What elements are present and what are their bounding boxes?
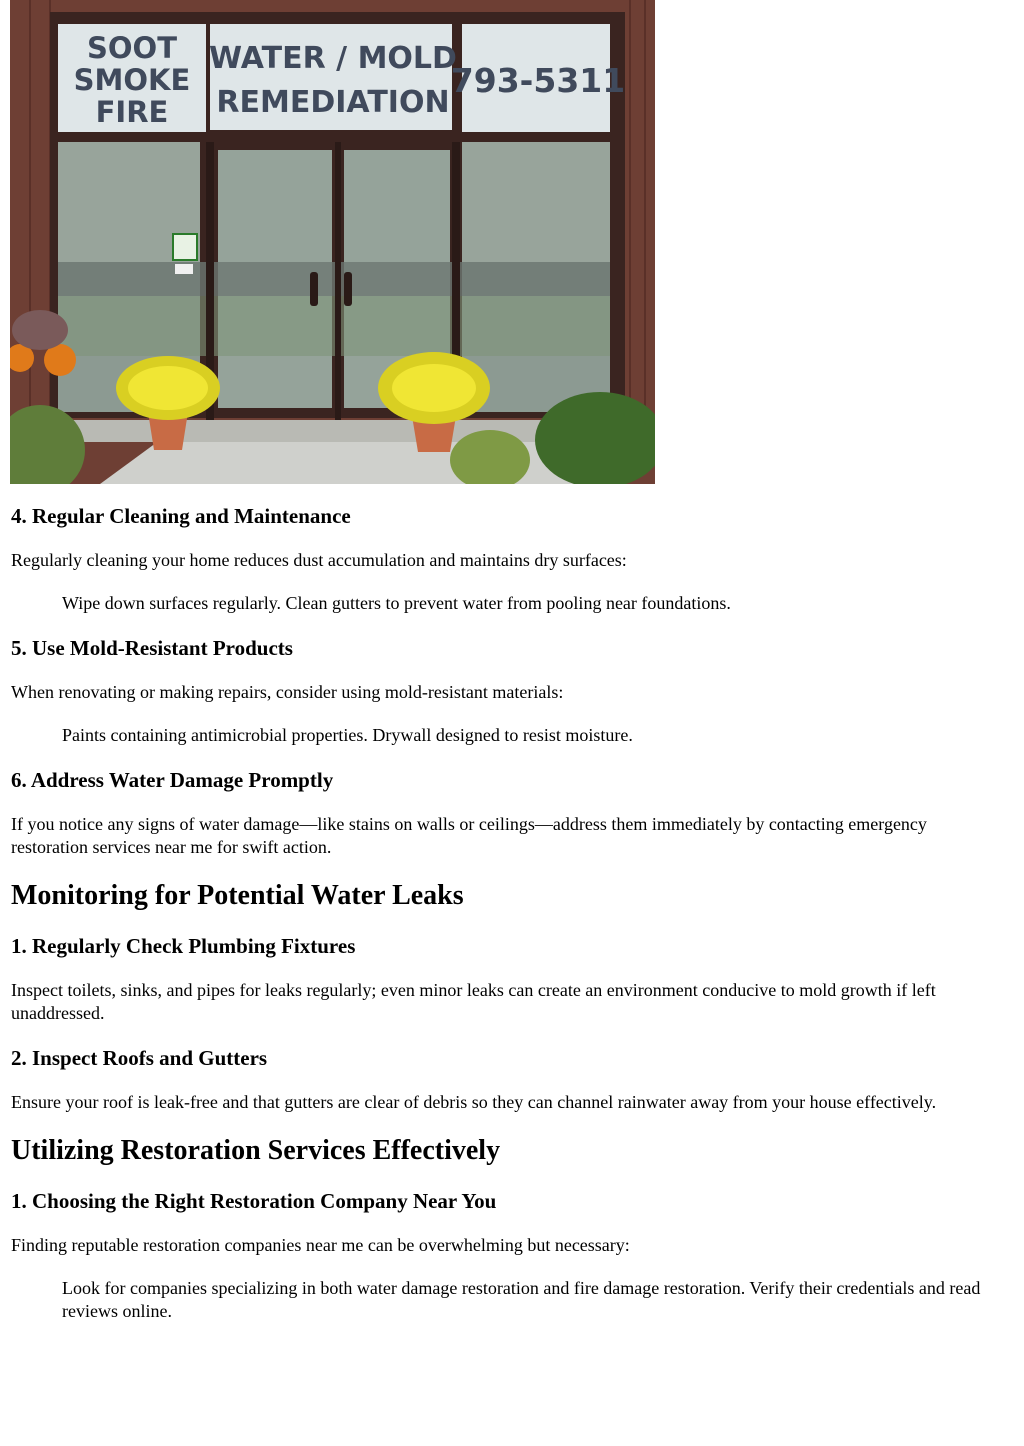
- sign-water-mold: WATER / MOLD: [209, 41, 457, 76]
- heading-monitoring-leaks: Monitoring for Potential Water Leaks: [11, 880, 464, 911]
- section-intro-choosing-company: Finding reputable restoration companies near me can be overwhelming but necessary:: [11, 1235, 630, 1255]
- section-title-plumbing: 1. Regularly Check Plumbing Fixtures: [11, 934, 356, 958]
- sign-smoke: SMOKE: [73, 63, 191, 97]
- section-title-roofs-gutters: 2. Inspect Roofs and Gutters: [11, 1046, 268, 1070]
- sign-soot: SOOT: [87, 31, 177, 65]
- sign-remediation: REMEDIATION: [216, 85, 450, 120]
- section-body-roofs-gutters: Ensure your roof is leak-free and that gutters are clear of debris so they can channel rainwater away from your house effectively.: [11, 1092, 937, 1112]
- section-quote-choosing-company: Look for companies specializing in both water damage restoration and fire damage restoration. Verify their credentials and read reviews online.: [62, 1278, 981, 1321]
- heading-utilizing-services: Utilizing Restoration Services Effectively: [11, 1135, 501, 1166]
- section-body-plumbing: Inspect toilets, sinks, and pipes for leaks regularly; even minor leaks can create an environment conducive to mold growth if left unaddressed.: [11, 980, 936, 1023]
- section-title-regular-cleaning: 4. Regular Cleaning and Maintenance: [11, 504, 351, 528]
- section-title-choosing-company: 1. Choosing the Right Restoration Company Near You: [11, 1189, 497, 1213]
- section-title-water-damage: 6. Address Water Damage Promptly: [11, 768, 334, 792]
- section-body-water-damage: If you notice any signs of water damage—like stains on walls or ceilings—address them immediately by contacting emergency restoration services near me for swift action.: [11, 814, 927, 857]
- section-intro-mold-resistant: When renovating or making repairs, consider using mold-resistant materials:: [11, 682, 564, 702]
- article-content: [11, 503, 1001, 1343]
- section-quote-mold-resistant: Paints containing antimicrobial properties. Drywall designed to resist moisture.: [62, 725, 633, 745]
- storefront-photo: [10, 0, 655, 484]
- sign-phone: 793-5311: [450, 61, 626, 100]
- section-title-mold-resistant: 5. Use Mold-Resistant Products: [11, 636, 293, 660]
- section-quote-regular-cleaning: Wipe down surfaces regularly. Clean gutters to prevent water from pooling near foundations.: [62, 593, 731, 613]
- sign-fire: FIRE: [95, 95, 169, 129]
- section-intro-regular-cleaning: Regularly cleaning your home reduces dust accumulation and maintains dry surfaces:: [11, 550, 627, 570]
